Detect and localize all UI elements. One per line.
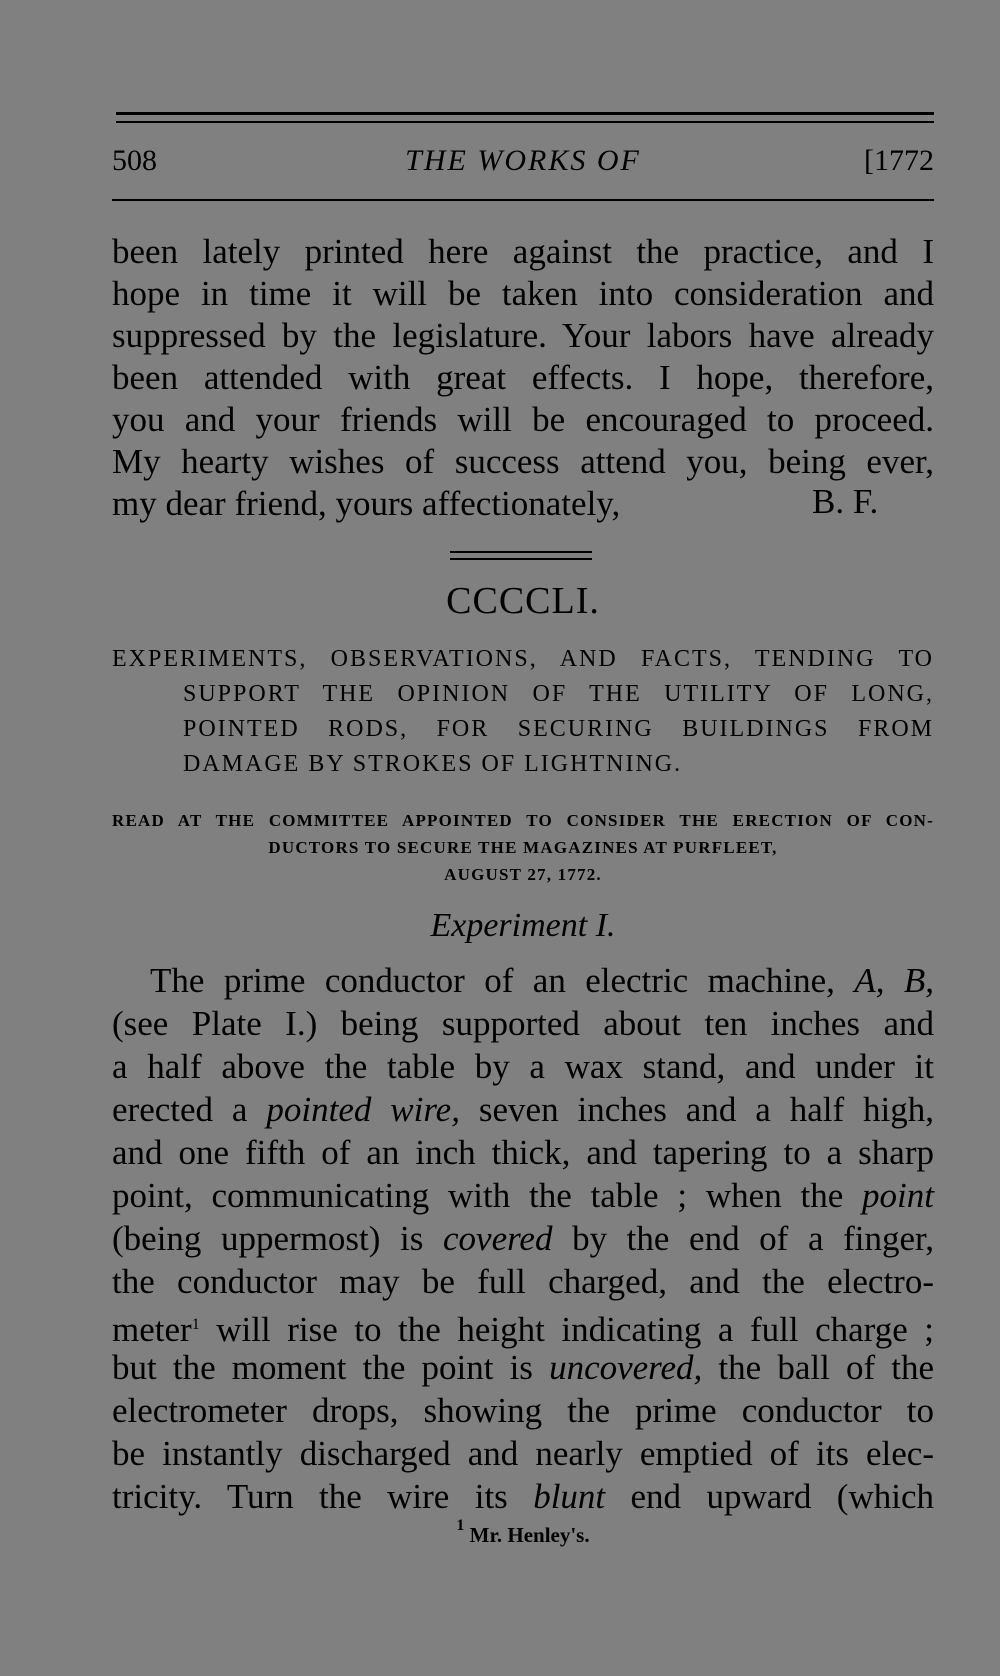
top-rule-thin bbox=[116, 121, 934, 123]
text-line: be instantly discharged and nearly emptied of its elec- bbox=[112, 1434, 934, 1473]
subtitle-line: READ AT THE COMMITTEE APPOINTED TO CONSIDER THE ERECTION OF CON- bbox=[112, 811, 934, 830]
footnote-text: Mr. Henley's. bbox=[469, 1523, 590, 1547]
page-number: 508 bbox=[112, 144, 157, 177]
text-line: and one fifth of an inch thick, and tapering to a sharp bbox=[112, 1133, 934, 1172]
text-line: a half above the table by a wax stand, and under it bbox=[112, 1047, 934, 1086]
title-line: SUPPORT THE OPINION OF THE UTILITY OF LONG, bbox=[183, 681, 934, 707]
text-line: point, communicating with the table ; when the point bbox=[112, 1176, 934, 1215]
title-line: POINTED RODS, FOR SECURING BUILDINGS FROM bbox=[183, 716, 934, 742]
footnote-marker: 1 bbox=[456, 1517, 465, 1534]
footnote bbox=[0, 1517, 1000, 1548]
text-line: (being uppermost) is covered by the end of a finger, bbox=[112, 1219, 934, 1258]
running-header bbox=[112, 144, 934, 188]
experiment-heading: Experiment I. bbox=[430, 907, 616, 944]
separator-rule-top bbox=[450, 551, 592, 553]
text-line: erected a pointed wire, seven inches and a half high, bbox=[112, 1090, 934, 1129]
text-line: (see Plate I.) being supported about ten inches and bbox=[112, 1004, 934, 1043]
text-line: been attended with great effects. I hope, therefore, bbox=[112, 358, 934, 397]
separator-rule-bottom bbox=[450, 558, 592, 560]
text-line: meter$^1$ will rise to the height indicating a full charge ; bbox=[112, 1310, 934, 1349]
header-rule bbox=[112, 199, 934, 201]
title-line: DAMAGE BY STROKES OF LIGHTNING. bbox=[183, 751, 683, 777]
text-line: you and your friends will be encouraged to proceed. bbox=[112, 400, 934, 439]
section-number: CCCCLI. bbox=[446, 580, 600, 622]
subtitle-line: DUCTORS TO SECURE THE MAGAZINES AT PURFLEET, bbox=[268, 838, 778, 857]
running-title: THE WORKS OF bbox=[405, 144, 641, 177]
title-line: EXPERIMENTS, OBSERVATIONS, AND FACTS, TENDING TO bbox=[112, 646, 934, 672]
text-line: The prime conductor of an electric machine, A, B, bbox=[150, 961, 934, 1000]
text-line: but the moment the point is uncovered, the ball of the bbox=[112, 1348, 935, 1387]
text-line: been lately printed here against the practice, and I bbox=[112, 232, 934, 271]
text-line: the conductor may be full charged, and the electro- bbox=[112, 1262, 934, 1301]
signature: B. F. bbox=[812, 482, 879, 521]
text-line: hope in time it will be taken into consideration and bbox=[112, 274, 934, 313]
header-year: [1772 bbox=[864, 144, 934, 177]
top-rule-thick bbox=[116, 112, 934, 115]
text-line: electrometer drops, showing the prime conductor to bbox=[112, 1391, 934, 1430]
text-line: tricity. Turn the wire its blunt end upward (which bbox=[112, 1477, 934, 1516]
footnote-marker: 1 bbox=[191, 1316, 200, 1333]
text-line: My hearty wishes of success attend you, being ever, bbox=[112, 442, 934, 481]
subtitle-line: AUGUST 27, 1772. bbox=[444, 865, 602, 884]
text-line: my dear friend, yours affectionately, bbox=[112, 484, 621, 523]
text-line: suppressed by the legislature. Your labors have already bbox=[112, 316, 934, 355]
